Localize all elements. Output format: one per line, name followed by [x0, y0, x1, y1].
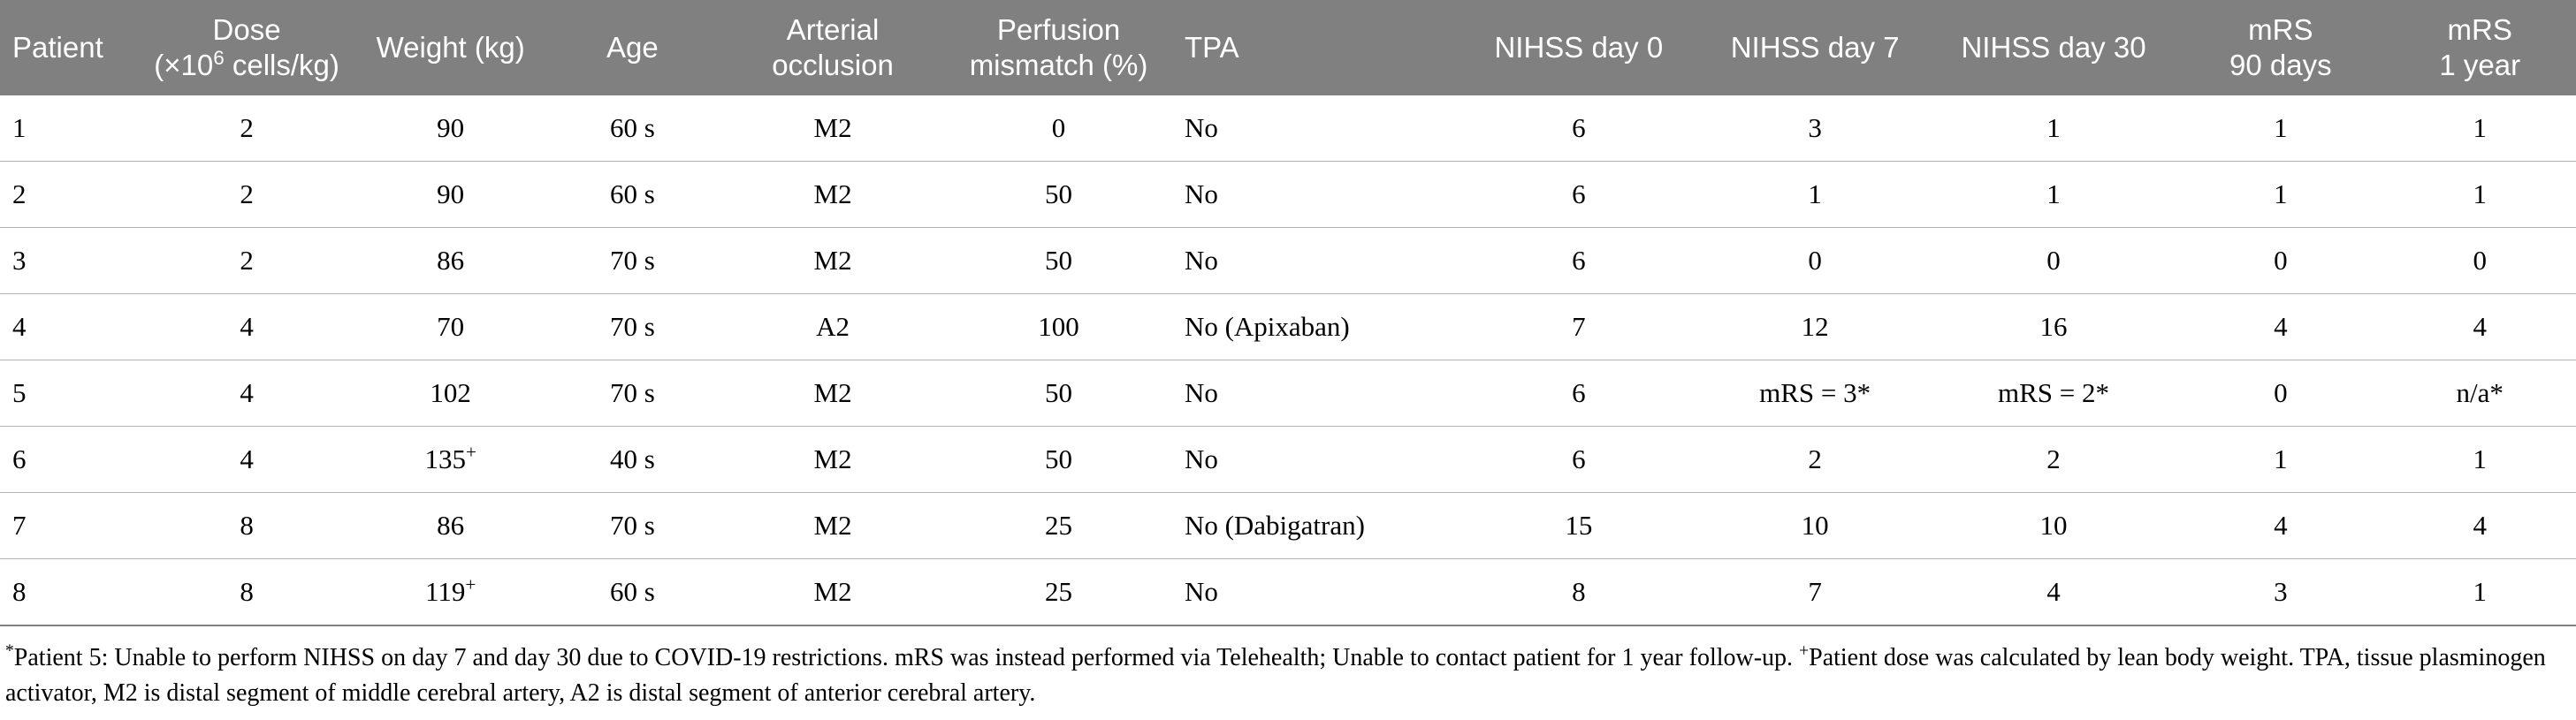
cell-occlusion: M2	[720, 228, 945, 294]
cell-nihss-day-30: 0	[1930, 228, 2177, 294]
cell-nihss-day-30: 16	[1930, 294, 2177, 360]
cell-tpa: No	[1172, 228, 1457, 294]
dose-exponent: 6	[213, 47, 225, 69]
footnote-marker-asterisk: *	[5, 641, 14, 661]
cell-occlusion: M2	[720, 360, 945, 427]
cell-patient: 4	[0, 294, 137, 360]
cell-mismatch: 50	[945, 228, 1172, 294]
cell-mrs-90-days: 4	[2177, 493, 2383, 559]
cell-weight: 119+	[357, 559, 545, 626]
column-header-arterial-occlusion: Arterial occlusion	[720, 0, 945, 95]
cell-age: 70 s	[545, 493, 720, 559]
cell-nihss-day-30: 4	[1930, 559, 2177, 626]
cell-patient: 6	[0, 427, 137, 493]
cell-nihss-day-0: 6	[1457, 228, 1700, 294]
column-header-nihss-day-7: NIHSS day 7	[1700, 0, 1929, 95]
cell-age: 60 s	[545, 162, 720, 228]
footnote-text-part2: Patient dose was calculated by lean body weight. TPA, tissue plasminogen activator, M2 is distal segment of middle cerebral artery, A2 is distal segment of anterior cerebral artery.	[5, 644, 2546, 707]
cell-mismatch: 25	[945, 559, 1172, 626]
cell-weight: 70	[357, 294, 545, 360]
cell-tpa: No	[1172, 427, 1457, 493]
table-row	[0, 559, 2576, 626]
cell-nihss-day-30: mRS = 2*	[1930, 360, 2177, 427]
cell-patient: 1	[0, 95, 137, 162]
column-header-age	[545, 0, 720, 95]
table-row	[0, 95, 2576, 162]
cell-age: 70 s	[545, 294, 720, 360]
cell-weight: 90	[357, 162, 545, 228]
cell-dose: 4	[137, 360, 357, 427]
cell-occlusion: M2	[720, 493, 945, 559]
cell-age: 60 s	[545, 95, 720, 162]
cell-mismatch: 100	[945, 294, 1172, 360]
cell-mrs-1-year: 4	[2383, 294, 2576, 360]
cell-tpa: No	[1172, 559, 1457, 626]
cell-mismatch: 50	[945, 427, 1172, 493]
cell-dose: 8	[137, 559, 357, 626]
cell-dose: 2	[137, 228, 357, 294]
cell-nihss-day-30: 1	[1930, 162, 2177, 228]
footnote-marker-plus: +	[1799, 641, 1810, 661]
cell-mrs-1-year: 1	[2383, 559, 2576, 626]
cell-dose: 4	[137, 427, 357, 493]
cell-patient: 7	[0, 493, 137, 559]
cell-nihss-day-0: 6	[1457, 95, 1700, 162]
column-header-dose	[137, 0, 357, 95]
column-header-weight	[357, 0, 545, 95]
cell-nihss-day-7: 2	[1700, 427, 1929, 493]
cell-nihss-day-0: 7	[1457, 294, 1700, 360]
table-row	[0, 162, 2576, 228]
cell-mrs-1-year: 1	[2383, 162, 2576, 228]
cell-occlusion: M2	[720, 95, 945, 162]
table-header	[0, 0, 2576, 95]
cell-patient: 5	[0, 360, 137, 427]
cell-dose: 8	[137, 493, 357, 559]
cell-mrs-90-days: 0	[2177, 228, 2383, 294]
column-header-mrs-90-days: mRS 90 days	[2177, 0, 2383, 95]
cell-nihss-day-7: 3	[1700, 95, 1929, 162]
column-header-dose-label: Dose	[212, 12, 281, 46]
cell-nihss-day-30: 10	[1930, 493, 2177, 559]
cell-nihss-day-0: 6	[1457, 427, 1700, 493]
cell-age: 70 s	[545, 360, 720, 427]
cell-tpa: No	[1172, 360, 1457, 427]
table-row	[0, 493, 2576, 559]
cell-patient: 2	[0, 162, 137, 228]
cell-occlusion: M2	[720, 162, 945, 228]
cell-patient: 3	[0, 228, 137, 294]
cell-nihss-day-7: 0	[1700, 228, 1929, 294]
cell-mrs-90-days: 1	[2177, 162, 2383, 228]
cell-mrs-1-year: n/a*	[2383, 360, 2576, 427]
cell-tpa: No (Dabigatran)	[1172, 493, 1457, 559]
cell-age: 40 s	[545, 427, 720, 493]
cell-nihss-day-7: 12	[1700, 294, 1929, 360]
cell-mismatch: 0	[945, 95, 1172, 162]
cell-mrs-90-days: 1	[2177, 427, 2383, 493]
cell-occlusion: A2	[720, 294, 945, 360]
cell-mrs-1-year: 0	[2383, 228, 2576, 294]
cell-dose: 2	[137, 95, 357, 162]
cell-age: 60 s	[545, 559, 720, 626]
column-header-perfusion-mismatch: Perfusion mismatch (%)	[945, 0, 1172, 95]
cell-weight: 86	[357, 228, 545, 294]
cell-mrs-1-year: 1	[2383, 95, 2576, 162]
table-row	[0, 228, 2576, 294]
cell-occlusion: M2	[720, 559, 945, 626]
cell-mrs-90-days: 0	[2177, 360, 2383, 427]
cell-weight: 135+	[357, 427, 545, 493]
table-row	[0, 360, 2576, 427]
cell-mismatch: 25	[945, 493, 1172, 559]
column-header-mrs-1-year: mRS 1 year	[2383, 0, 2576, 95]
cell-mrs-1-year: 1	[2383, 427, 2576, 493]
cell-weight: 86	[357, 493, 545, 559]
cell-nihss-day-30: 2	[1930, 427, 2177, 493]
cell-mrs-90-days: 4	[2177, 294, 2383, 360]
cell-tpa: No (Apixaban)	[1172, 294, 1457, 360]
cell-occlusion: M2	[720, 427, 945, 493]
cell-dose: 2	[137, 162, 357, 228]
column-header-nihss-day-30: NIHSS day 30	[1930, 0, 2177, 95]
cell-mrs-90-days: 3	[2177, 559, 2383, 626]
cell-nihss-day-0: 6	[1457, 360, 1700, 427]
cell-mismatch: 50	[945, 360, 1172, 427]
cell-mrs-90-days: 1	[2177, 95, 2383, 162]
cell-nihss-day-7: 1	[1700, 162, 1929, 228]
table-footnote	[0, 626, 2574, 720]
footnote-text-part1: Patient 5: Unable to perform NIHSS on day 7 and day 30 due to COVID-19 restrictions. mRS was instead performed via Telehealth; Unable to contact patient for 1 year follow-up.	[13, 644, 1800, 671]
weight-footnote-marker: +	[465, 574, 476, 596]
cell-weight: 102	[357, 360, 545, 427]
column-header-age-label: Age	[606, 30, 659, 64]
cell-nihss-day-7: mRS = 3*	[1700, 360, 1929, 427]
column-header-patient-label: Patient	[12, 30, 103, 64]
column-header-patient	[0, 0, 137, 95]
column-header-tpa: TPA	[1172, 0, 1457, 95]
cell-tpa: No	[1172, 95, 1457, 162]
cell-mrs-1-year: 4	[2383, 493, 2576, 559]
cell-patient: 8	[0, 559, 137, 626]
column-header-nihss-day-0: NIHSS day 0	[1457, 0, 1700, 95]
cell-nihss-day-0: 8	[1457, 559, 1700, 626]
column-header-weight-label: Weight (kg)	[376, 30, 525, 64]
cell-nihss-day-7: 10	[1700, 493, 1929, 559]
cell-age: 70 s	[545, 228, 720, 294]
cell-nihss-day-30: 1	[1930, 95, 2177, 162]
cell-mismatch: 50	[945, 162, 1172, 228]
column-header-dose-units: ($\times 10^6$ cells/kg)	[154, 47, 339, 81]
weight-footnote-marker: +	[465, 442, 476, 464]
table-row	[0, 427, 2576, 493]
cell-nihss-day-0: 6	[1457, 162, 1700, 228]
cell-dose: 4	[137, 294, 357, 360]
table-row	[0, 294, 2576, 360]
cell-nihss-day-0: 15	[1457, 493, 1700, 559]
cell-tpa: No	[1172, 162, 1457, 228]
table-header-row	[0, 0, 2576, 95]
cell-weight: 90	[357, 95, 545, 162]
cell-nihss-day-7: 7	[1700, 559, 1929, 626]
table-body	[0, 95, 2576, 625]
